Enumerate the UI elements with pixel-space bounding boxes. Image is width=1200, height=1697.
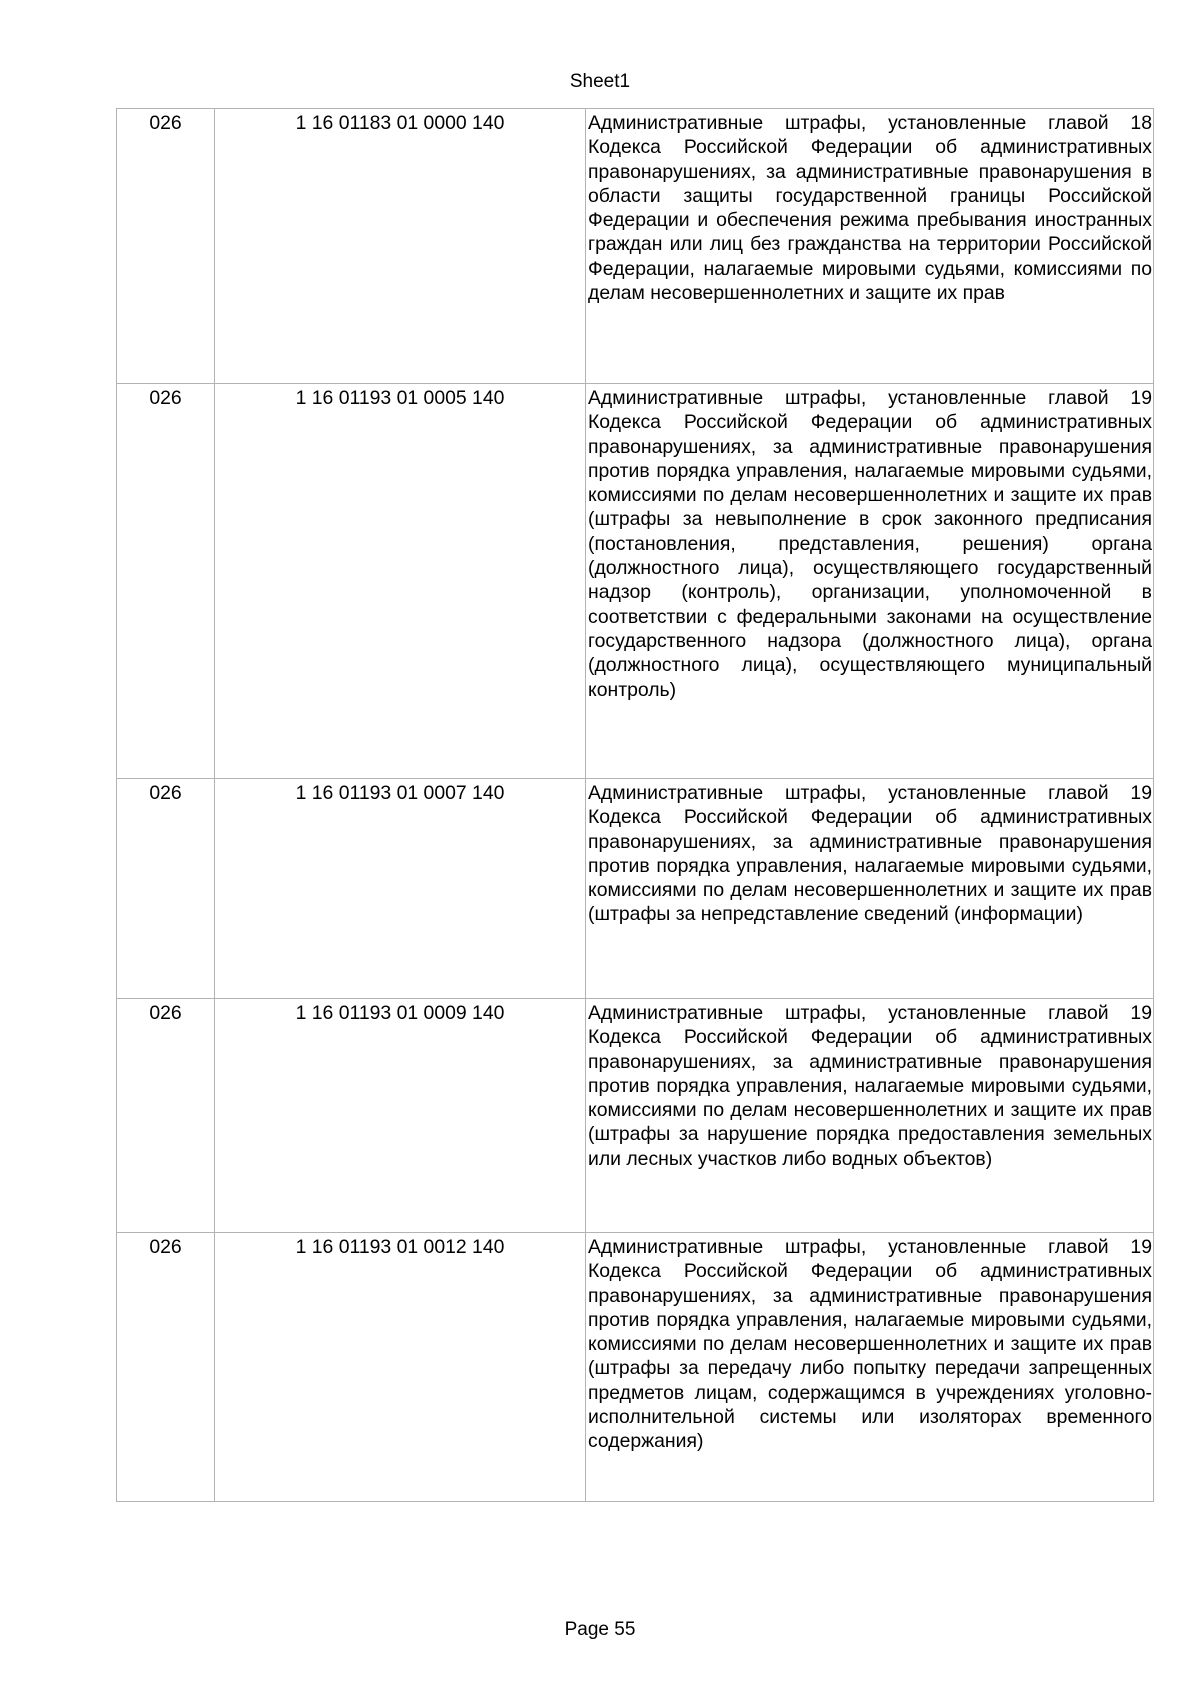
sheet-title: Sheet1 bbox=[569, 71, 631, 92]
kbk-code-cell: 1 16 01193 01 0007 140 bbox=[215, 779, 586, 999]
table-row bbox=[117, 1233, 1154, 1502]
table-row bbox=[117, 384, 1154, 779]
table-row bbox=[117, 999, 1154, 1233]
description-cell: Административные штрафы, установленные главой 19 Кодекса Российской Федерации об административных правонарушениях, за административные правонарушения против порядка управления, налагаемые мировыми судьями, комиссиями по делам несовершеннолетних и защите их прав (штрафы за невыполнение в срок законного предписания (постановления, представления, решения) органа (должностного лица), осуществляющего государственный надзор (контроль), организации, уполномоченной в соответствии с федеральными законами на осуществление государственного надзора (должностного лица), органа (должностного лица), осуществляющего муниципальный контроль) bbox=[586, 384, 1154, 779]
page-number: Page 55 bbox=[564, 1619, 636, 1640]
admin-code-cell: 026 bbox=[117, 109, 215, 384]
admin-code-cell: 026 bbox=[117, 384, 215, 779]
description-cell: Административные штрафы, установленные главой 19 Кодекса Российской Федерации об административных правонарушениях, за административные правонарушения против порядка управления, налагаемые мировыми судьями, комиссиями по делам несовершеннолетних и защите их прав (штрафы за нарушение порядка предоставления земельных или лесных участков либо водных объектов) bbox=[586, 999, 1154, 1233]
table-row bbox=[117, 779, 1154, 999]
kbk-code-cell: 1 16 01193 01 0005 140 bbox=[215, 384, 586, 779]
budget-codes-table bbox=[116, 108, 1154, 1502]
admin-code-cell: 026 bbox=[117, 1233, 215, 1502]
description-cell: Административные штрафы, установленные главой 19 Кодекса Российской Федерации об административных правонарушениях, за административные правонарушения против порядка управления, налагаемые мировыми судьями, комиссиями по делам несовершеннолетних и защите их прав (штрафы за передачу либо попытку передачи запрещенных предметов лицам, содержащимся в учреждениях уголовно-исполнительной системы или изоляторах временного содержания) bbox=[586, 1233, 1154, 1502]
kbk-code-cell: 1 16 01193 01 0012 140 bbox=[215, 1233, 586, 1502]
kbk-code-cell: 1 16 01193 01 0009 140 bbox=[215, 999, 586, 1233]
table-row bbox=[117, 109, 1154, 384]
description-cell: Административные штрафы, установленные главой 19 Кодекса Российской Федерации об административных правонарушениях, за административные правонарушения против порядка управления, налагаемые мировыми судьями, комиссиями по делам несовершеннолетних и защите их прав (штрафы за непредставление сведений (информации) bbox=[586, 779, 1154, 999]
admin-code-cell: 026 bbox=[117, 779, 215, 999]
description-cell: Административные штрафы, установленные главой 18 Кодекса Российской Федерации об административных правонарушениях, за административные правонарушения в области защиты государственной границы Российской Федерации и обеспечения режима пребывания иностранных граждан или лиц без гражданства на территории Российской Федерации, налагаемые мировыми судьями, комиссиями по делам несовершеннолетних и защите их прав bbox=[586, 109, 1154, 384]
admin-code-cell: 026 bbox=[117, 999, 215, 1233]
kbk-code-cell: 1 16 01183 01 0000 140 bbox=[215, 109, 586, 384]
